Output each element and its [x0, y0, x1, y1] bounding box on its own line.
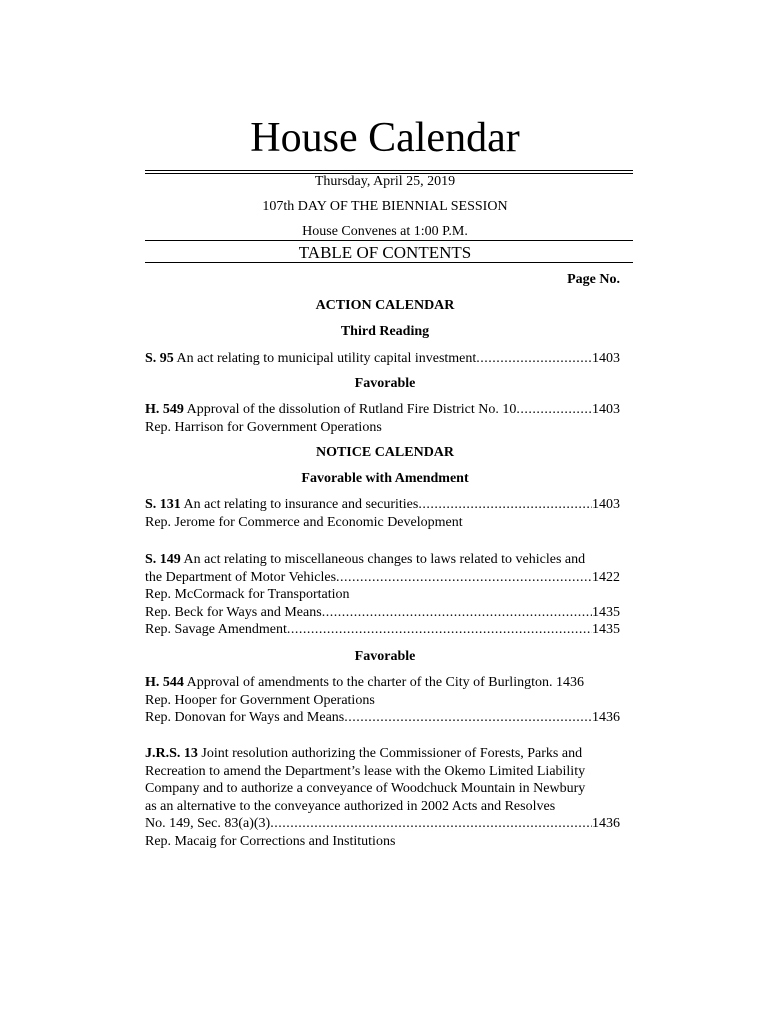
page-ref: 1435	[592, 622, 620, 637]
bill-description: An act relating to municipal utility capital investment	[173, 351, 477, 366]
bill-number: H. 549	[145, 402, 184, 417]
page-ref: 1403	[592, 351, 620, 366]
toc-heading: TABLE OF CONTENTS	[298, 243, 472, 262]
leader-dots	[476, 350, 592, 368]
favorable-heading-notice: Favorable	[354, 649, 416, 664]
committee-report: Rep. Beck for Ways and Means	[145, 604, 322, 620]
third-reading-heading: Third Reading	[340, 324, 430, 339]
committee-report: Rep. Harrison for Government Operations	[145, 419, 382, 435]
page-ref: 1436	[592, 710, 620, 725]
bill-number: S. 95	[145, 351, 174, 366]
bill-description-cont: Company and to authorize a conveyance of Woodchuck Mountain in Newbury	[145, 781, 586, 796]
bill-description: An act relating to miscellaneous changes to laws related to vehicles and	[180, 552, 586, 567]
leader-dots	[270, 815, 592, 833]
calendar-date: Thursday, April 25, 2019	[314, 174, 456, 189]
bill-number: H. 544	[145, 675, 184, 690]
bill-description: Approval of the dissolution of Rutland Fire District No. 10	[183, 402, 517, 417]
page-ref: 1436	[592, 816, 620, 831]
bill-description: An act relating to insurance and securities	[180, 497, 419, 512]
bill-number: J.R.S. 13	[145, 746, 198, 761]
committee-report: Rep. Hooper for Government Operations	[145, 692, 375, 708]
entry-s149	[145, 551, 620, 639]
entry-jrs13	[145, 745, 620, 850]
page-ref: 1435	[592, 604, 620, 620]
entry-h549	[145, 401, 620, 436]
committee-report: Rep. Macaig for Corrections and Institutions	[145, 833, 396, 849]
bill-description-cont: as an alternative to the conveyance authorized in 2002 Acts and Resolves	[145, 798, 556, 814]
bill-description: Approval of amendments to the charter of the City of Burlington. 1436	[183, 675, 584, 690]
amendment-report: Rep. Savage Amendment	[145, 622, 287, 637]
entry-s131	[145, 496, 620, 531]
bill-description-cont: No. 149, Sec. 83(a)(3)	[145, 816, 271, 831]
leader-dots	[336, 569, 592, 587]
committee-report: Rep. Jerome for Commerce and Economic Development	[145, 514, 463, 530]
committee-report: Rep. McCormack for Transportation	[145, 587, 350, 602]
bill-description: Joint resolution authorizing the Commissioner of Forests, Parks and	[197, 746, 583, 761]
toc-rule-top	[145, 240, 633, 241]
bill-number: S. 149	[145, 552, 181, 567]
favorable-with-amendment-heading: Favorable with Amendment	[301, 471, 469, 486]
favorable-heading: Favorable	[354, 376, 416, 391]
leader-dots	[322, 604, 592, 622]
page-ref: 1403	[592, 497, 620, 512]
bill-number: S. 131	[145, 497, 181, 512]
action-calendar-heading: ACTION CALENDAR	[315, 298, 455, 313]
page-ref: 1422	[592, 569, 620, 585]
page-number-heading: Page No.	[567, 272, 620, 287]
notice-calendar-heading: NOTICE CALENDAR	[315, 445, 455, 460]
session-day: 107th DAY OF THE BIENNIAL SESSION	[262, 199, 508, 214]
leader-dots	[418, 496, 592, 514]
bill-description-cont: Recreation to amend the Department’s lease with the Okemo Limited Liability	[145, 763, 586, 779]
leader-dots	[287, 621, 592, 639]
leader-dots	[516, 401, 592, 419]
title-rule	[145, 170, 633, 171]
convenes-time: House Convenes at 1:00 P.M.	[302, 224, 468, 239]
entry-h544	[145, 674, 620, 727]
toc-rule-bottom	[145, 262, 633, 263]
committee-report: Rep. Donovan for Ways and Means	[145, 710, 345, 725]
bill-description-cont: the Department of Motor Vehicles	[145, 569, 337, 585]
page-ref: 1403	[592, 402, 620, 417]
page-title: House Calendar	[250, 115, 520, 161]
entry-s95	[145, 350, 620, 368]
leader-dots	[344, 709, 592, 727]
